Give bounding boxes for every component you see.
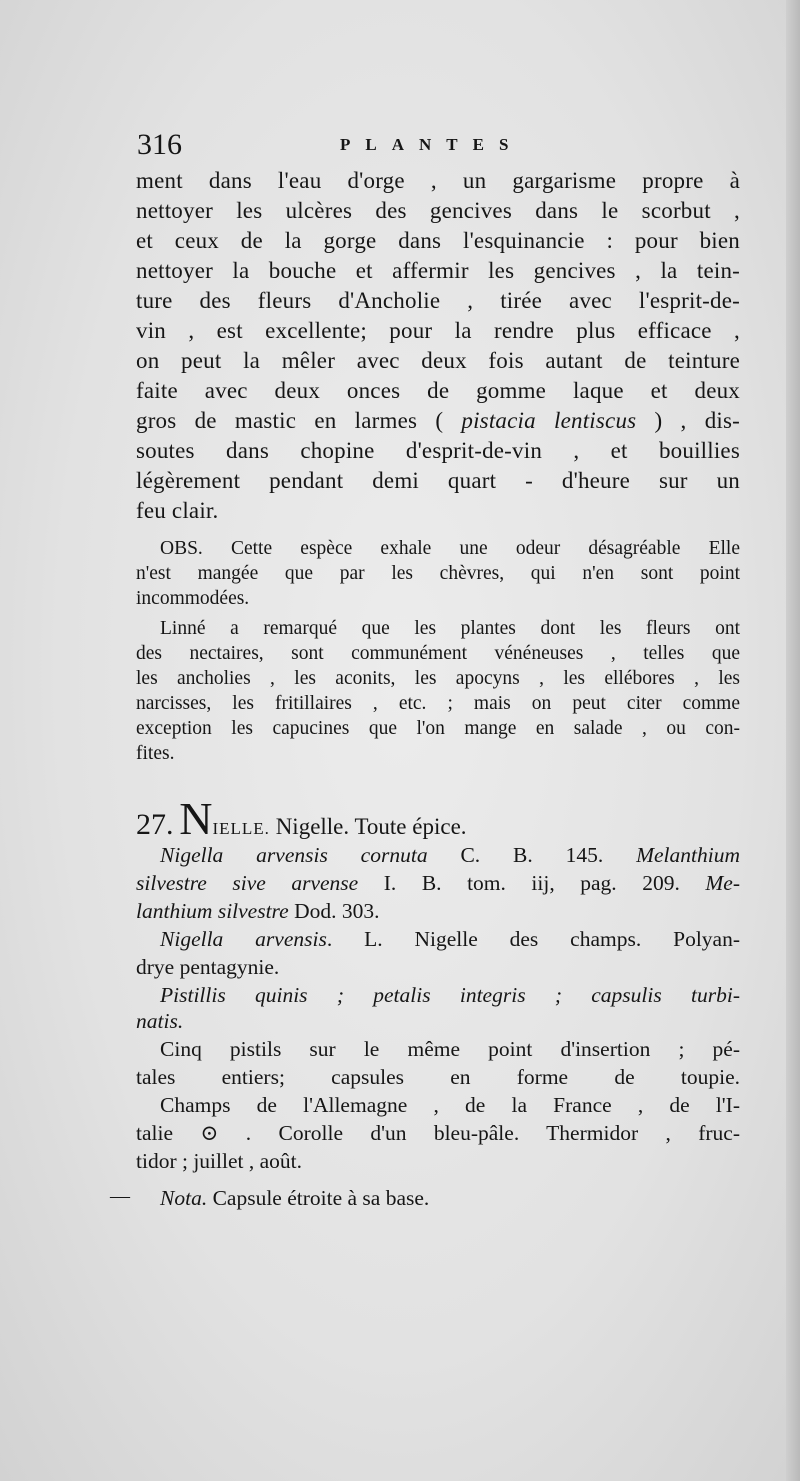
obs-line: exception les capucines que l'on mange en salade , ou con- [136, 718, 740, 739]
text-run: talie ⊙ . Corolle d'un bleu-pâle. Thermidor , fruc- [136, 1121, 740, 1145]
running-title: PLANTES [340, 135, 524, 154]
text-line [136, 408, 740, 434]
entry-line [160, 1093, 740, 1118]
text-line: ture des fleurs d'Ancholie , tirée avec l'esprit-de- [136, 288, 740, 313]
text-line: feu clair. [136, 498, 219, 523]
text-line: vin , est excellente; pour la rendre plus efficace , [136, 318, 740, 343]
entry-line [160, 983, 740, 1008]
text-run: Me- [705, 871, 740, 895]
text-line: faite avec deux onces de gomme laque et deux [136, 378, 740, 403]
page-number: 316 [137, 128, 182, 161]
text-run: Nota. [160, 1186, 208, 1210]
obs-line: fites. [136, 743, 175, 764]
entry-line [136, 1149, 740, 1174]
obs-line: des nectaires, sont communément vénéneuses , telles que [136, 643, 740, 664]
text-run: Melanthium [636, 843, 740, 867]
entry-title: Nigelle. Toute épice. [269, 814, 467, 839]
entry-line [136, 1009, 740, 1034]
latin-name: pistacia lentiscus [461, 408, 637, 433]
entry-heading [136, 793, 740, 844]
entry-line [136, 1065, 740, 1090]
text-line: soutes dans chopine d'esprit-de-vin , et bouillies [136, 438, 740, 463]
page-header [137, 128, 737, 164]
obs-line: incommodées. [136, 588, 250, 609]
obs-line: OBS. Cette espèce exhale une odeur désagréable Elle [160, 538, 740, 559]
text-run: tales entiers; capsules en forme de toupie. [136, 1065, 740, 1089]
entry-line [136, 955, 740, 980]
text-run: Cinq pistils sur le même point d'insertion ; pé- [160, 1037, 740, 1061]
entry-line [136, 1121, 740, 1146]
text-run: silvestre sive arvense [136, 871, 359, 895]
text-run: tidor ; juillet , août. [136, 1149, 303, 1173]
text-line: nettoyer les ulcères des gencives dans le scorbut , [136, 198, 740, 223]
entry-line [160, 843, 740, 868]
text-run: . L. Nigelle des champs. Polyan- [326, 927, 740, 951]
text-line: ment dans l'eau d'orge , un gargarisme propre à [136, 168, 740, 193]
text-run: gros de mastic en larmes ( [136, 408, 462, 433]
text-line: et ceux de la gorge dans l'esquinancie : pour bien [136, 228, 740, 253]
obs-line: les ancholies , les aconits, les apocyns , les ellébores , les [136, 668, 740, 689]
text-run: drye pentagynie. [136, 955, 280, 979]
entry-line [136, 871, 740, 896]
text-run: Champs de l'Allemagne , de la France , de l'I- [160, 1093, 740, 1117]
entry-line [160, 1037, 740, 1062]
text-line: nettoyer la bouche et affermir les gencives , la tein- [136, 258, 740, 283]
entry-line [136, 899, 740, 924]
entry-number: 27. [136, 808, 174, 841]
margin-dash: — [110, 1185, 130, 1207]
text-run: Capsule étroite à sa base. [207, 1186, 430, 1210]
text-line: légèrement pendant demi quart - d'heure sur un [136, 468, 740, 493]
drop-cap: N [179, 793, 213, 844]
text-run: Dod. 303. [288, 899, 380, 923]
text-run: natis. [136, 1009, 184, 1033]
entry-smallcaps: IELLE. [212, 819, 270, 838]
obs-line: Linné a remarqué que les plantes dont les fleurs ont [160, 618, 740, 639]
entry-line [160, 1186, 740, 1211]
obs-line: n'est mangée que par les chèvres, qui n'en sont point [136, 563, 740, 584]
text-run: Nigella arvensis cornuta [160, 843, 428, 867]
text-run: lanthium silvestre [136, 899, 289, 923]
entry-line [160, 927, 740, 952]
page-edge [786, 0, 800, 1481]
text-run: C. B. 145. [427, 843, 637, 867]
text-line: on peut la mêler avec deux fois autant de teinture [136, 348, 740, 373]
obs-line: narcisses, les fritillaires , etc. ; mais on peut citer comme [136, 693, 740, 714]
text-run: Nigella arvensis [160, 927, 327, 951]
text-run: ) , dis- [636, 408, 740, 433]
text-run: Pistillis quinis ; petalis integris ; capsulis turbi- [160, 983, 740, 1007]
text-run: I. B. tom. iij, pag. 209. [358, 871, 706, 895]
